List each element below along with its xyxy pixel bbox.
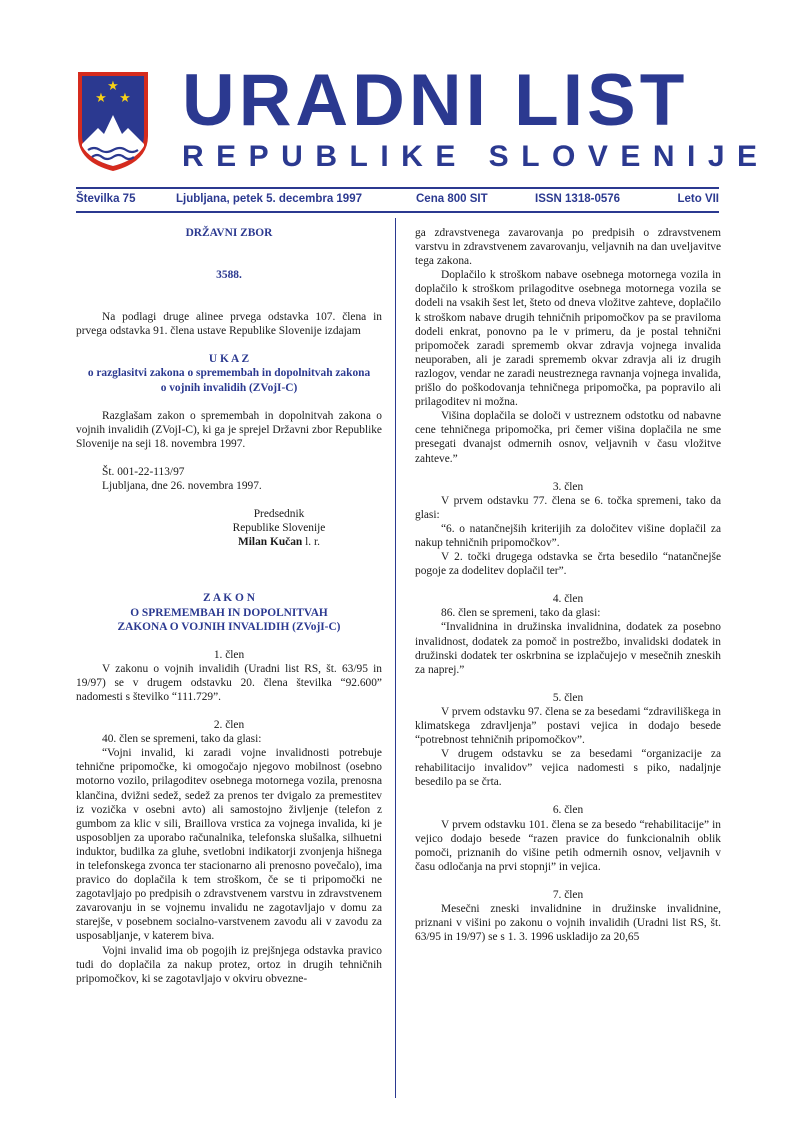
section-heading: DRŽAVNI ZBOR (185, 227, 273, 239)
article-2-title: 2. člen (213, 719, 245, 732)
svg-text:★: ★ (107, 79, 119, 94)
masthead-subtitle: REPUBLIKE SLOVENIJE (182, 140, 770, 173)
signature-title: Predsednik (253, 508, 305, 521)
article-1-title: 1. člen (213, 648, 245, 661)
issue-year: Leto VII (677, 193, 719, 205)
article-3-paragraph-3: V 2. točki drugega odstavka se črta besedilo “natančnejše pogoje za dodelitev doplačil ter”. (415, 551, 721, 578)
issue-info-bar (76, 187, 719, 213)
article-2-paragraph-1: “Vojni invalid, ki zaradi vojne invalidnosti potrebuje tehnične pripomočke, ki omogočajo njegovo mobilnost (osebno motorno vozilo, prilagoditev osebnega motornega vozila, prenosna klančina, dvižni sedež, sedež za prenos ter dvigalo za premestitev iz vozička v osebni avto) ali samostojno življenje (telefon z gumbom za klic v sili, Braillova vrstica za vojnega invalida, ki je usposobljen za uporabo računalnika, telefonska slušalka, silhuetni induktor, budilka za gluhe, svetlobni indikatorji zvonjenja hišnega in telefonskega zvonca ter stacionarno ali prenosno povečalo), ima pravico do doplačila k tem stroškom, če se ti pripomočki ne zagotavljajo po predpisih o zdravstvenem varstvu in zdravstvenem zavarovanju in se vojnemu invalidu ne zagotavljajo v domu za starejše, v posebnem socialno-varstvenem zavodu ali v zavodu za usposabljanje, v katerem biva. (76, 747, 382, 943)
article-2-paragraph-4: Višina doplačila se določi v ustreznem odstotku od nabavne cene tehničnega pripomočka, pri čemer višina doplačila ne sme presegati dvanajst odmernih osnov, veljavnih v času vložitve zahteve.” (415, 410, 721, 465)
svg-text:★: ★ (119, 91, 131, 106)
zakon-title: Z A K O N (203, 592, 255, 605)
article-5-paragraph-2: V drugem odstavku se za besedami “organizacije za rehabilitacijo invalidov” vejica nadomesti s piko, nadaljnje besedilo pa se črta. (415, 748, 721, 789)
article-3-title: 3. člen (552, 480, 584, 493)
column-divider (395, 218, 396, 1098)
svg-text:★: ★ (95, 91, 107, 106)
article-3-paragraph-2: “6. o natančnejših kriterijih za določitev višine doplačil za nakup tehničnih pripomočkov”. (415, 522, 721, 549)
article-7-title: 7. člen (552, 888, 584, 901)
signature-line (76, 535, 382, 549)
article-6-paragraph-1: V prvem odstavku 101. člena se za besedo “rehabilitacije” in vejico dodajo besede “razen pravice do funkcionalnih oblik pomoči, priznanih do višine petih odmernih osnov, veljavnih v času odločanja na prvi stopnji” in vejica. (415, 818, 721, 873)
article-4-paragraph-1: 86. člen se spremeni, tako da glasi: (441, 607, 601, 620)
ukaz-subtitle: o razglasitvi zakona o spremembah in dopolnitvah zakona o vojnih invalidih (ZVojI-C) (87, 367, 371, 394)
article-2-continuation: ga zdravstvenega zavarovanja po predpisih o zdravstvenem varstvu in zdravstvenem zavarovanju, veljavnih na dan uveljavitve tega zakona. (415, 227, 721, 268)
reference-number: Št. 001-22-113/97 (102, 465, 185, 478)
preamble: Na podlagi druge alinee prvega odstavka 107. člena in prvega odstavka 91. člena ustave Republike Slovenije izdajam (76, 311, 382, 338)
right-column (415, 226, 721, 944)
article-2-paragraph-2: Vojni invalid ima ob pogojih iz prejšnjega odstavka pravico tudi do doplačila za nakup protez, ortoz in drugih tehničnih pripomočkov, ki se zagotavljajo v okviru obvezne- (76, 944, 382, 985)
issue-issn: ISSN 1318-0576 (535, 193, 621, 205)
article-2-intro: 40. člen se spremeni, tako da glasi: (102, 733, 262, 746)
issue-number: Številka 75 (76, 193, 136, 205)
signature-name: Milan Kučan (238, 536, 303, 549)
slovenia-coat-of-arms-icon (76, 70, 150, 173)
signature-lr: l. r. (302, 536, 320, 549)
ukaz-date: Ljubljana, dne 26. novembra 1997. (102, 480, 262, 493)
left-column (76, 226, 382, 986)
masthead-title: URADNI LIST (182, 60, 689, 141)
issue-place-date: Ljubljana, petek 5. decembra 1997 (176, 193, 362, 205)
article-2-paragraph-3: Doplačilo k stroškom nabave osebnega motornega vozila in doplačilo k stroškom prilagoditve osebnega motornega vozila se dodeli na vsakih šest let, šteto od dneva vložitve zahteve, doplačilo k stroškom nabave drugih tehničnih pripomočkov pa se praviloma dodeli enkrat, ponovno pa le v primeru, da je postal tehnični pripomoček zaradi sprememb okvar zdravja vojnega invalida neuporaben, ali je zaradi sprememb okvar zdravja ali iz drugih razlogov, vendar ne zaradi neustreznega ravnanja vojnega invalida, prišlo do poškodovanja tehničnega pripomočka, pa popravilo ali prilagoditev ni možna. (415, 269, 721, 409)
issue-price: Cena 800 SIT (416, 193, 488, 205)
signature-office: Republike Slovenije (232, 522, 326, 535)
proclamation: Razglašam zakon o spremembah in dopolnitvah zakona o vojnih invalidih (ZVojI-C), ki ga je sprejel Državni zbor Republike Slovenije na seji 18. novembra 1997. (76, 409, 382, 450)
article-6-title: 6. člen (552, 804, 584, 817)
article-4-paragraph-2: “Invalidnina in družinska invalidnina, dodatek za posebno invalidnost, dodatek za pomoč in postrežbo, invalidski dodatek in družinski dodatek ter oskrbnina se izplačujejo v mesečnih zneskih za naprej.” (415, 621, 721, 676)
ukaz-title: U K A Z (208, 353, 250, 366)
act-number: 3588. (216, 269, 242, 282)
article-1-text: V zakonu o vojnih invalidih (Uradni list RS, št. 63/95 in 19/97) se v drugem odstavku 20. člena številka “92.600” nadomesti s številko “111.729”. (76, 662, 382, 703)
zakon-subtitle: O SPREMEMBAH IN DOPOLNITVAH ZAKONA O VOJNIH INVALIDIH (ZVojI-C) (117, 606, 341, 633)
article-3-paragraph-1: V prvem odstavku 77. člena se 6. točka spremeni, tako da glasi: (415, 494, 721, 521)
article-7-paragraph-1: Mesečni zneski invalidnine in družinske invalidnine, priznani v višini po zakonu o vojnih invalidih (Uradni list RS, št. 63/95 in 19/97) se s 1. 3. 1996 uskladijo za 20,65 (415, 903, 721, 944)
article-5-paragraph-1: V prvem odstavku 97. člena se za besedami “zdraviliškega in klimatskega zdravljenja” postavi vejica in dodajo besede “potrebnost tehničnih pripomočkov”. (415, 705, 721, 747)
article-5-title: 5. člen (552, 691, 584, 704)
article-4-title: 4. člen (552, 593, 584, 606)
